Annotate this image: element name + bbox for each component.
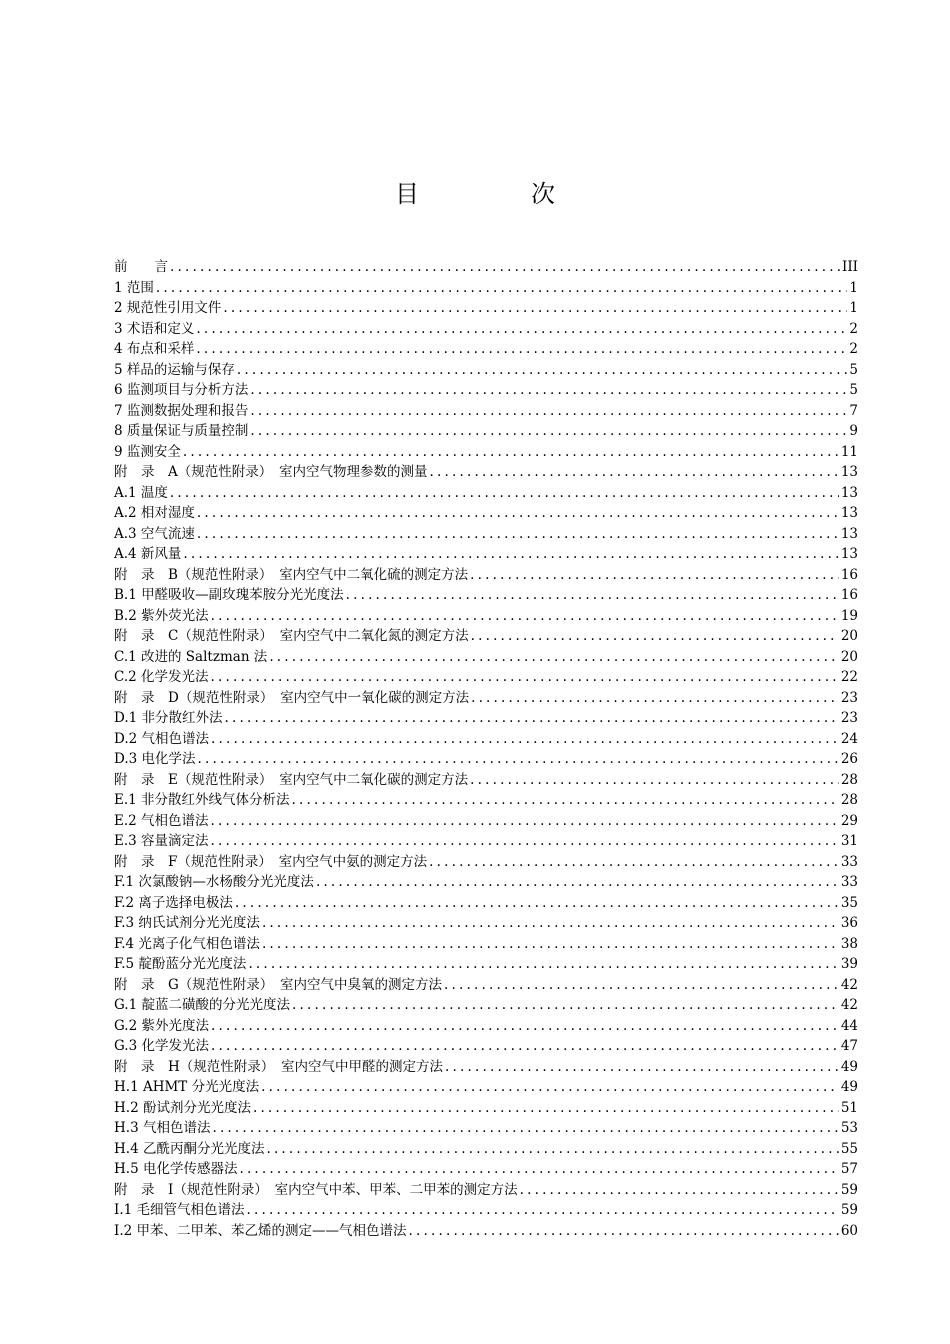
toc-entry-label: I.2 甲苯、二甲苯、苯乙烯的测定——气相色谱法 xyxy=(114,1222,407,1239)
toc-entry-page-number: 9 xyxy=(849,423,858,439)
toc-entry-label: E.2 气相色谱法 xyxy=(114,812,209,829)
toc-entry[interactable] xyxy=(114,524,858,545)
toc-entry[interactable] xyxy=(114,708,858,729)
toc-entry-label: F.3 纳氏试剂分光光度法 xyxy=(114,915,260,931)
toc-leader-dots xyxy=(239,1159,838,1180)
toc-entry-page-number: 13 xyxy=(840,484,858,501)
toc-entry[interactable] xyxy=(114,626,858,647)
toc-entry-page-number: 31 xyxy=(840,833,858,849)
page-title: 目 次 xyxy=(395,180,599,208)
toc-leader-dots xyxy=(445,1057,839,1078)
toc-entry-page-number: 5 xyxy=(849,382,858,398)
toc-entry[interactable] xyxy=(114,1118,858,1139)
toc-entry-label: H.2 酚试剂分光光度法 xyxy=(114,1099,251,1116)
toc-entry-page-number: 42 xyxy=(840,976,858,993)
toc-entry-label: B.1 甲醛吸收—副玫瑰苯胺分光光度法 xyxy=(114,587,344,603)
toc-entry-page-number: 38 xyxy=(840,935,858,952)
toc-entry[interactable] xyxy=(114,647,858,668)
toc-entry-label: F.4 光离子化气相色谱法 xyxy=(114,935,260,952)
toc-entry-label: 9 监测安全 xyxy=(114,443,181,460)
toc-entry-page-number: 44 xyxy=(840,1017,858,1034)
toc-entry[interactable] xyxy=(114,1159,858,1180)
toc-entry-label: 附 录 B（规范性附录） 室内空气中二氧化硫的测定方法 xyxy=(114,566,469,583)
toc-entry-label: 附 录 C（规范性附录） 室内空气中二氧化氮的测定方法 xyxy=(114,628,469,644)
toc-entry-label: 3 术语和定义 xyxy=(114,320,195,337)
toc-leader-dots xyxy=(247,1200,839,1221)
toc-entry[interactable] xyxy=(114,380,858,401)
toc-entry-label: A.2 相对湿度 xyxy=(114,505,195,521)
toc-leader-dots xyxy=(269,647,839,668)
toc-entry-label: 1 范围 xyxy=(114,279,154,296)
toc-leader-dots xyxy=(211,811,839,832)
toc-leader-dots xyxy=(250,380,847,401)
toc-leader-dots xyxy=(211,1036,839,1057)
toc-leader-dots xyxy=(211,1016,839,1037)
toc-entry[interactable] xyxy=(114,1139,858,1160)
toc-leader-dots xyxy=(248,954,838,975)
toc-leader-dots xyxy=(471,626,839,647)
toc-leader-dots xyxy=(197,503,839,524)
toc-entry[interactable] xyxy=(114,770,858,791)
toc-leader-dots xyxy=(198,749,839,770)
toc-entry-label: D.1 非分散红外法 xyxy=(114,710,223,726)
toc-entry[interactable] xyxy=(114,503,858,524)
toc-entry[interactable] xyxy=(114,339,858,360)
toc-entry[interactable] xyxy=(114,1098,858,1119)
toc-leader-dots xyxy=(196,319,847,340)
toc-leader-dots xyxy=(266,1139,838,1160)
toc-leader-dots xyxy=(196,339,847,360)
toc-entry-page-number: III xyxy=(842,259,858,275)
toc-entry-label: F.1 次氯酸钠—水杨酸分光光度法 xyxy=(114,874,314,890)
toc-leader-dots xyxy=(444,975,839,996)
toc-entry-page-number: 19 xyxy=(840,607,858,624)
toc-leader-dots xyxy=(470,770,839,791)
toc-entry-page-number: 55 xyxy=(840,1140,858,1157)
toc-entry-label: D.2 气相色谱法 xyxy=(114,730,210,747)
toc-entry-label: F.5 靛酚蓝分光光度法 xyxy=(114,956,247,972)
toc-entry-page-number: 13 xyxy=(840,464,858,480)
toc-entry[interactable] xyxy=(114,278,858,299)
toc-leader-dots xyxy=(183,544,838,565)
toc-leader-dots xyxy=(170,257,840,278)
toc-entry[interactable] xyxy=(114,565,858,586)
toc-entry-page-number: 13 xyxy=(840,525,858,542)
toc-entry-page-number: 59 xyxy=(840,1181,858,1198)
toc-entry-label: I.1 毛细管气相色谱法 xyxy=(114,1202,245,1218)
toc-entry-label: 附 录 H（规范性附录） 室内空气中甲醛的测定方法 xyxy=(114,1058,444,1075)
toc-entry[interactable] xyxy=(114,1016,858,1037)
toc-leader-dots xyxy=(170,483,839,504)
toc-entry-page-number: 49 xyxy=(840,1079,858,1095)
toc-entry-page-number: 11 xyxy=(840,443,858,460)
toc-entry-label: 附 录 G（规范性附录） 室内空气中臭氧的测定方法 xyxy=(114,976,443,993)
toc-entry-label: H.1 AHMT 分光光度法 xyxy=(114,1079,260,1095)
toc-entry[interactable] xyxy=(114,483,858,504)
toc-leader-dots xyxy=(156,278,848,299)
toc-entry-label: C.1 改进的 Saltzman 法 xyxy=(114,648,268,665)
toc-leader-dots xyxy=(250,421,847,442)
toc-entry-page-number: 47 xyxy=(840,1038,858,1054)
toc-entry-label: E.1 非分散红外线气体分析法 xyxy=(114,792,290,808)
toc-entry-page-number: 13 xyxy=(840,546,858,562)
toc-leader-dots xyxy=(262,913,839,934)
toc-entry-label: 附 录 E（规范性附录） 室内空气中二氧化碳的测定方法 xyxy=(114,771,469,788)
toc-entry-label: G.2 紫外光度法 xyxy=(114,1017,209,1034)
toc-entry-label: 5 样品的运输与保存 xyxy=(114,361,235,378)
toc-entry[interactable] xyxy=(114,421,858,442)
toc-leader-dots xyxy=(183,442,839,463)
toc-leader-dots xyxy=(237,360,848,381)
toc-entry-page-number: 36 xyxy=(840,915,858,931)
toc-entry[interactable] xyxy=(114,1200,858,1221)
toc-entry[interactable] xyxy=(114,975,858,996)
toc-entry-label: F.2 离子选择电极法 xyxy=(114,894,233,911)
toc-list xyxy=(114,257,858,1241)
toc-leader-dots xyxy=(223,298,847,319)
toc-entry-label: C.2 化学发光法 xyxy=(114,669,209,685)
toc-entry[interactable] xyxy=(114,1221,858,1242)
toc-leader-dots xyxy=(225,708,839,729)
toc-leader-dots xyxy=(253,1098,839,1119)
toc-entry[interactable] xyxy=(114,749,858,770)
toc-entry[interactable] xyxy=(114,1180,858,1201)
toc-entry-label: 附 录 F（规范性附录） 室内空气中氨的测定方法 xyxy=(114,853,428,870)
toc-entry[interactable] xyxy=(114,462,858,483)
toc-entry-page-number: 42 xyxy=(840,997,858,1013)
toc-leader-dots xyxy=(250,401,847,422)
toc-entry[interactable] xyxy=(114,729,858,750)
toc-entry[interactable] xyxy=(114,934,858,955)
toc-entry[interactable] xyxy=(114,790,858,811)
toc-leader-dots xyxy=(292,995,839,1016)
toc-entry-page-number: 33 xyxy=(840,853,858,870)
toc-entry-page-number: 16 xyxy=(840,566,858,583)
toc-leader-dots xyxy=(211,729,839,750)
toc-entry-page-number: 59 xyxy=(840,1202,858,1218)
toc-entry-page-number: 23 xyxy=(840,689,858,706)
toc-entry-label: H.3 气相色谱法 xyxy=(114,1120,211,1136)
toc-entry-label: 2 规范性引用文件 xyxy=(114,300,222,316)
toc-entry-label: 附 录 A（规范性附录） 室内空气物理参数的测量 xyxy=(114,464,428,480)
toc-entry-page-number: 33 xyxy=(840,874,858,890)
toc-entry-label: H.5 电化学传感器法 xyxy=(114,1161,238,1177)
toc-entry-page-number: 2 xyxy=(849,320,858,337)
toc-entry-label: H.4 乙酰丙酮分光光度法 xyxy=(114,1140,265,1157)
toc-entry-page-number: 7 xyxy=(849,402,858,419)
toc-entry[interactable] xyxy=(114,954,858,975)
toc-entry-page-number: 24 xyxy=(840,730,858,747)
toc-entry-page-number: 16 xyxy=(840,587,858,603)
toc-leader-dots xyxy=(261,1077,839,1098)
toc-leader-dots xyxy=(470,565,839,586)
toc-entry-page-number: 51 xyxy=(840,1099,858,1116)
toc-entry[interactable] xyxy=(114,544,858,565)
toc-entry[interactable] xyxy=(114,913,858,934)
toc-leader-dots xyxy=(211,667,839,688)
toc-entry-page-number: 39 xyxy=(840,956,858,972)
toc-entry-label: G.1 靛蓝二磺酸的分光光度法 xyxy=(114,997,290,1013)
toc-leader-dots xyxy=(346,585,839,606)
toc-entry-page-number: 1 xyxy=(849,300,858,316)
toc-entry-page-number: 23 xyxy=(840,710,858,726)
toc-leader-dots xyxy=(429,852,839,873)
toc-entry-page-number: 20 xyxy=(840,648,858,665)
toc-entry-label: 8 质量保证与质量控制 xyxy=(114,423,249,439)
toc-entry-page-number: 57 xyxy=(840,1161,858,1177)
toc-entry-label: A.1 温度 xyxy=(114,484,168,501)
toc-leader-dots xyxy=(197,524,839,545)
toc-entry-label: E.3 容量滴定法 xyxy=(114,833,209,849)
toc-entry[interactable] xyxy=(114,893,858,914)
toc-leader-dots xyxy=(520,1180,839,1201)
toc-leader-dots xyxy=(235,893,839,914)
toc-leader-dots xyxy=(471,688,839,709)
toc-entry-page-number: 5 xyxy=(849,361,858,378)
toc-entry[interactable] xyxy=(114,298,858,319)
toc-leader-dots xyxy=(316,872,839,893)
toc-entry-label: A.3 空气流速 xyxy=(114,525,195,542)
toc-entry[interactable] xyxy=(114,688,858,709)
toc-entry[interactable] xyxy=(114,606,858,627)
toc-entry-page-number: 20 xyxy=(840,628,858,644)
toc-entry[interactable] xyxy=(114,1057,858,1078)
toc-entry-page-number: 13 xyxy=(840,505,858,521)
toc-entry[interactable] xyxy=(114,1036,858,1057)
toc-entry-page-number: 1 xyxy=(849,279,858,296)
toc-entry-label: 附 录 D（规范性附录） 室内空气中一氧化碳的测定方法 xyxy=(114,689,470,706)
toc-entry-page-number: 60 xyxy=(840,1222,858,1239)
toc-entry[interactable] xyxy=(114,585,858,606)
toc-leader-dots xyxy=(430,462,839,483)
toc-leader-dots xyxy=(409,1221,839,1242)
toc-entry[interactable] xyxy=(114,319,858,340)
toc-entry-label: B.2 紫外荧光法 xyxy=(114,607,209,624)
toc-entry-page-number: 28 xyxy=(840,771,858,788)
toc-entry[interactable] xyxy=(114,442,858,463)
toc-entry-page-number: 28 xyxy=(840,792,858,808)
toc-entry-page-number: 49 xyxy=(840,1058,858,1075)
toc-entry[interactable] xyxy=(114,811,858,832)
toc-entry-page-number: 29 xyxy=(840,812,858,829)
toc-entry[interactable] xyxy=(114,995,858,1016)
toc-entry[interactable] xyxy=(114,872,858,893)
toc-leader-dots xyxy=(211,606,839,627)
toc-entry-label: 前 言 xyxy=(114,259,168,275)
toc-entry-page-number: 22 xyxy=(840,669,858,685)
toc-entry-label: G.3 化学发光法 xyxy=(114,1038,209,1054)
toc-entry[interactable] xyxy=(114,831,858,852)
toc-entry-page-number: 26 xyxy=(840,751,858,767)
toc-entry[interactable] xyxy=(114,852,858,873)
toc-entry-page-number: 35 xyxy=(840,894,858,911)
toc-entry[interactable] xyxy=(114,360,858,381)
toc-entry-label: 6 监测项目与分析方法 xyxy=(114,382,249,398)
toc-entry-label: D.3 电化学法 xyxy=(114,751,196,767)
toc-entry-page-number: 2 xyxy=(849,341,858,357)
toc-entry-label: 4 布点和采样 xyxy=(114,341,195,357)
toc-leader-dots xyxy=(212,1118,838,1139)
toc-entry[interactable] xyxy=(114,401,858,422)
toc-entry-label: A.4 新风量 xyxy=(114,546,182,562)
toc-leader-dots xyxy=(262,934,839,955)
toc-entry[interactable] xyxy=(114,667,858,688)
toc-entry[interactable] xyxy=(114,1077,858,1098)
toc-entry-label: 7 监测数据处理和报告 xyxy=(114,402,249,419)
toc-leader-dots xyxy=(292,790,839,811)
toc-entry[interactable] xyxy=(114,257,858,278)
toc-entry-label: 附 录 I（规范性附录） 室内空气中苯、甲苯、二甲苯的测定方法 xyxy=(114,1181,518,1198)
toc-entry-page-number: 53 xyxy=(840,1120,858,1136)
toc-leader-dots xyxy=(211,831,839,852)
